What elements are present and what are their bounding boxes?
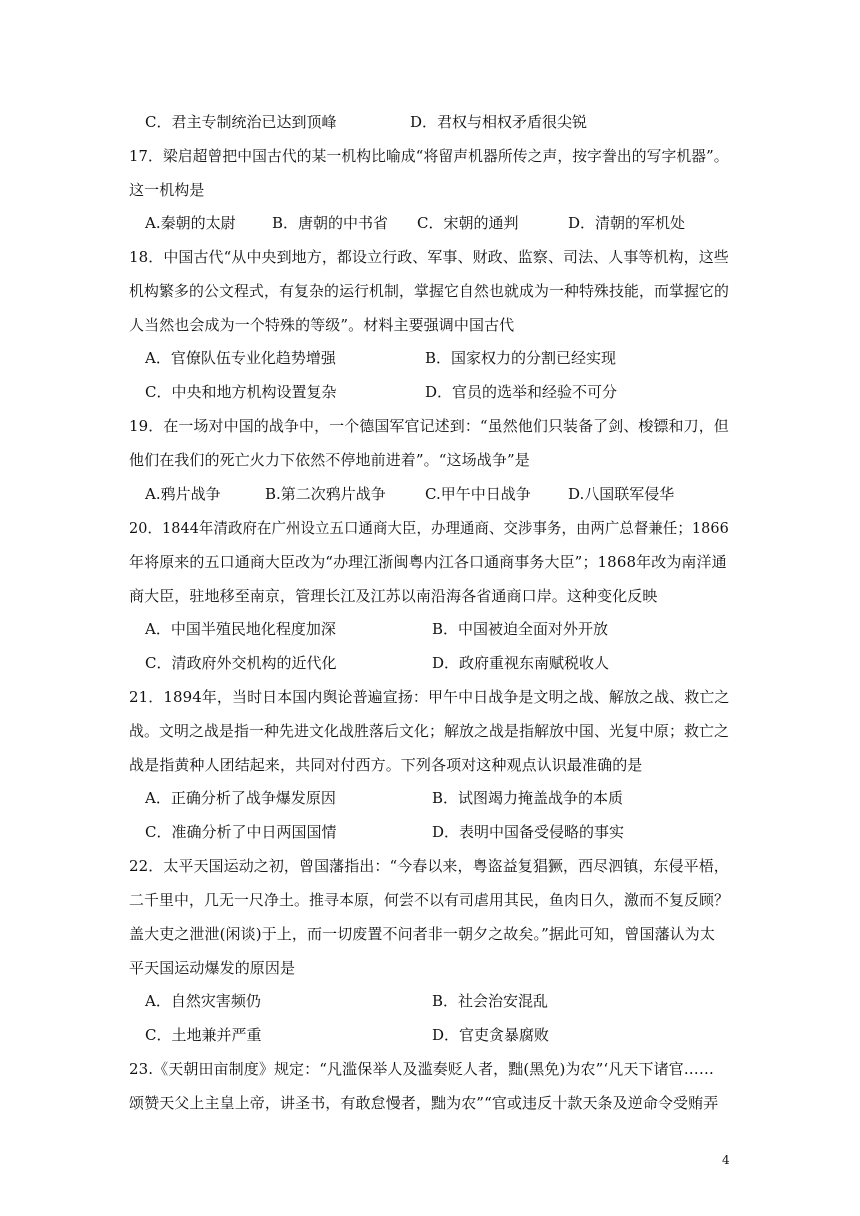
q21-option-d: D．表明中国备受侵略的事实 <box>432 823 625 841</box>
q22-option-a: A．自然灾害频仍 <box>145 992 261 1010</box>
q19-option-d: D.八国联军侵华 <box>568 485 675 503</box>
q17-option-d: D．清朝的军机处 <box>568 214 686 232</box>
q19-option-a: A.鸦片战争 <box>145 485 221 503</box>
q16-option-d: D．君权与相权矛盾很尖锐 <box>410 113 588 131</box>
q16-option-c: C．君主专制统治已达到顶峰 <box>145 113 337 131</box>
q17-stem-line-1: 17．梁启超曾把中国古代的某一机构比喻成“将留声机器所传之声，按字誊出的写字机器”。 <box>129 147 729 165</box>
q22-option-b: B．社会治安混乱 <box>432 992 549 1010</box>
q20-option-c: C．清政府外交机构的近代化 <box>145 654 337 672</box>
q17-option-c: C．宋朝的通判 <box>417 214 519 232</box>
q18-option-a: A．官僚队伍专业化趋势增强 <box>145 349 336 367</box>
q21-stem-line-1: 21．1894年，当时日本国内舆论普遍宣扬：甲午中日战争是文明之战、解放之战、救亡之 <box>129 688 730 706</box>
q21-stem-line-3: 战是指黄种人团结起来，共同对付西方。下列各项对这种观点认识最准确的是 <box>129 756 643 774</box>
q22-stem-line-2: 二千里中，几无一尺净土。推寻本原，何尝不以有司虐用其民，鱼肉日久，激而不复反顾？ <box>129 891 730 909</box>
q20-stem-line-1: 20．1844年清政府在广州设立五口通商大臣，办理通商、交涉事务，由两广总督兼任；1866 <box>129 519 729 537</box>
q18-option-c: C．中央和地方机构设置复杂 <box>145 383 337 401</box>
q19-stem-line-2: 他们在我们的死亡火力下依然不停地前进着”。“这场战争”是 <box>129 451 530 469</box>
q22-stem-line-1: 22．太平天国运动之初，曾国藩指出：“今春以来，粤盗益复猖獗，西尽泗镇，东侵平梧， <box>129 857 729 875</box>
q18-stem-line-2: 机构繁多的公文程式，有复杂的运行机制，掌握它自然也就成为一种特殊技能，而掌握它的 <box>129 282 730 300</box>
q20-stem-line-2: 年将原来的五口通商大臣改为“办理江浙闽粤内江各口通商事务大臣”；1868年改为南洋通 <box>129 553 727 571</box>
page-number: 4 <box>722 1153 730 1167</box>
q20-option-d: D．政府重视东南赋税收人 <box>432 654 610 672</box>
q20-option-b: B．中国被迫全面对外开放 <box>432 620 609 638</box>
q20-stem-line-3: 商大臣，驻地移至南京，管理长江及江苏以南沿海各省通商口岸。这种变化反映 <box>129 587 658 605</box>
q21-option-c: C．准确分析了中日两国国情 <box>145 823 337 841</box>
q17-option-b: B．唐朝的中书省 <box>272 214 389 232</box>
q21-option-b: B．试图竭力掩盖战争的本质 <box>432 789 624 807</box>
q19-stem-line-1: 19．在一场对中国的战争中，一个德国军官记述到：“虽然他们只装备了剑、梭镖和刀，但 <box>129 417 729 435</box>
q19-option-b: B.第二次鸦片战争 <box>265 485 386 503</box>
q17-option-a: A.秦朝的太尉 <box>145 214 236 232</box>
q21-stem-line-2: 战。文明之战是指一种先进文化战胜落后文化；解放之战是指解放中国、光复中原；救亡之 <box>129 722 730 740</box>
q20-option-a: A．中国半殖民地化程度加深 <box>145 620 336 638</box>
q18-stem-line-1: 18．中国古代“从中央到地方，都设立行政、军事、财政、监察、司法、人事等机构，这些 <box>129 248 729 266</box>
q22-stem-line-3: 盖大吏之泄泄(闲谈)于上，而一切废置不问者非一朝夕之故矣。”据此可知，曾国藩认为太 <box>129 925 715 943</box>
q18-option-b: B．国家权力的分割已经实现 <box>425 349 617 367</box>
q22-option-c: C．土地兼并严重 <box>145 1026 262 1044</box>
q22-option-d: D．官吏贪暴腐败 <box>432 1026 550 1044</box>
q18-stem-line-3: 人当然也会成为一个特殊的等级”。材料主要强调中国古代 <box>129 316 515 334</box>
q18-option-d: D．官员的选举和经验不可分 <box>425 383 618 401</box>
q23-stem-line-1: 23.《天朝田亩制度》规定：“凡滥保举人及滥奏贬人者，黜(黑免)为农”‘凡天下诸官…… <box>129 1060 714 1078</box>
q17-stem-line-2: 这一机构是 <box>129 181 205 199</box>
q23-stem-line-2: 颂赞天父上主皇上帝，讲圣书，有敢怠慢者，黜为农”“官或违反十款天条及逆命令受贿弄 <box>129 1094 719 1112</box>
q19-option-c: C.甲午中日战争 <box>425 485 531 503</box>
q22-stem-line-4: 平天国运动爆发的原因是 <box>129 959 296 977</box>
q21-option-a: A．正确分析了战争爆发原因 <box>145 789 336 807</box>
